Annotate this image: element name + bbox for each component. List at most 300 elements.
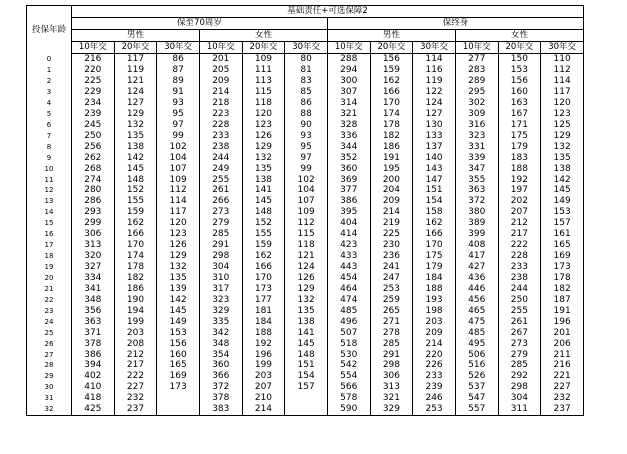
premium-cell: 205 bbox=[199, 65, 242, 76]
premium-cell: 104 bbox=[157, 152, 200, 163]
premium-cell: 250 bbox=[72, 130, 115, 141]
premium-cell: 228 bbox=[498, 251, 541, 262]
premium-cell: 433 bbox=[327, 251, 370, 262]
premium-cell: 268 bbox=[72, 163, 115, 174]
premium-cell: 227 bbox=[114, 382, 157, 393]
premium-cell: 314 bbox=[327, 98, 370, 109]
premium-cell: 506 bbox=[455, 349, 498, 360]
premium-cell: 167 bbox=[498, 108, 541, 119]
premium-cell: 171 bbox=[498, 119, 541, 130]
premium-cell: 118 bbox=[242, 98, 285, 109]
age-cell: 19 bbox=[27, 262, 72, 273]
premium-cell: 191 bbox=[370, 152, 413, 163]
premium-cell: 262 bbox=[72, 152, 115, 163]
premium-cell: 220 bbox=[72, 65, 115, 76]
term-header: 20年交 bbox=[370, 41, 413, 53]
premium-cell: 410 bbox=[72, 382, 115, 393]
premium-cell: 122 bbox=[413, 87, 456, 98]
premium-cell: 120 bbox=[242, 108, 285, 119]
age-cell: 18 bbox=[27, 251, 72, 262]
premium-cell: 132 bbox=[285, 294, 328, 305]
premium-cell: 279 bbox=[498, 349, 541, 360]
premium-cell: 162 bbox=[413, 218, 456, 229]
premium-cell: 222 bbox=[114, 371, 157, 382]
premium-cell: 149 bbox=[157, 316, 200, 327]
premium-cell: 399 bbox=[455, 229, 498, 240]
premium-cell: 130 bbox=[413, 119, 456, 130]
premium-cell: 255 bbox=[199, 174, 242, 185]
premium-cell: 160 bbox=[498, 87, 541, 98]
premium-cell: 321 bbox=[370, 393, 413, 404]
premium-cell: 121 bbox=[114, 76, 157, 87]
premium-cell: 89 bbox=[157, 76, 200, 87]
premium-cell: 87 bbox=[157, 65, 200, 76]
premium-cell: 227 bbox=[541, 382, 584, 393]
age-cell: 16 bbox=[27, 229, 72, 240]
age-cell: 11 bbox=[27, 174, 72, 185]
premium-cell: 249 bbox=[199, 163, 242, 174]
premium-cell: 244 bbox=[498, 283, 541, 294]
table-row bbox=[27, 382, 584, 393]
premium-cell: 129 bbox=[541, 130, 584, 141]
premium-cell: 203 bbox=[114, 327, 157, 338]
premium-cell: 232 bbox=[114, 393, 157, 404]
premium-cell: 154 bbox=[413, 196, 456, 207]
premium-cell: 342 bbox=[199, 327, 242, 338]
table-row bbox=[27, 65, 584, 76]
premium-cell: 202 bbox=[498, 196, 541, 207]
age-cell: 20 bbox=[27, 273, 72, 284]
premium-cell: 372 bbox=[455, 196, 498, 207]
premium-cell: 474 bbox=[327, 294, 370, 305]
premium-cell: 233 bbox=[498, 262, 541, 273]
term-header: 30年交 bbox=[157, 41, 200, 53]
rate-table-body bbox=[27, 6, 584, 416]
premium-cell: 188 bbox=[242, 327, 285, 338]
gender-header-male: 男性 bbox=[72, 29, 200, 41]
premium-cell: 154 bbox=[285, 371, 328, 382]
premium-cell: 341 bbox=[72, 283, 115, 294]
premium-cell: 132 bbox=[157, 262, 200, 273]
premium-cell: 99 bbox=[285, 163, 328, 174]
age-cell: 23 bbox=[27, 305, 72, 316]
premium-cell: 181 bbox=[242, 305, 285, 316]
premium-cell: 109 bbox=[157, 174, 200, 185]
premium-cell: 148 bbox=[242, 207, 285, 218]
premium-cell: 485 bbox=[327, 305, 370, 316]
premium-cell: 518 bbox=[327, 338, 370, 349]
premium-cell: 495 bbox=[455, 338, 498, 349]
table-row bbox=[27, 87, 584, 98]
age-cell: 4 bbox=[27, 98, 72, 109]
premium-cell: 135 bbox=[242, 163, 285, 174]
premium-cell: 336 bbox=[327, 130, 370, 141]
premium-cell: 285 bbox=[498, 360, 541, 371]
premium-cell: 145 bbox=[157, 305, 200, 316]
age-cell: 3 bbox=[27, 87, 72, 98]
premium-cell: 291 bbox=[199, 240, 242, 251]
premium-cell: 117 bbox=[114, 53, 157, 64]
table-row bbox=[27, 404, 584, 415]
premium-cell: 316 bbox=[455, 119, 498, 130]
premium-cell: 145 bbox=[541, 185, 584, 196]
premium-cell: 237 bbox=[541, 404, 584, 415]
premium-cell: 156 bbox=[498, 76, 541, 87]
premium-cell: 299 bbox=[72, 218, 115, 229]
term-header: 10年交 bbox=[72, 41, 115, 53]
premium-cell: 173 bbox=[157, 382, 200, 393]
premium-cell: 179 bbox=[498, 141, 541, 152]
premium-cell: 116 bbox=[413, 65, 456, 76]
premium-cell: 132 bbox=[114, 119, 157, 130]
premium-cell: 219 bbox=[370, 218, 413, 229]
premium-cell: 206 bbox=[541, 338, 584, 349]
premium-cell: 217 bbox=[114, 360, 157, 371]
premium-cell: 132 bbox=[242, 152, 285, 163]
premium-cell: 174 bbox=[114, 251, 157, 262]
premium-cell: 163 bbox=[498, 98, 541, 109]
premium-cell: 371 bbox=[72, 327, 115, 338]
plan-header-to-70: 保至70周岁 bbox=[72, 17, 328, 29]
premium-cell: 190 bbox=[114, 294, 157, 305]
premium-cell: 334 bbox=[72, 273, 115, 284]
premium-cell: 109 bbox=[285, 207, 328, 218]
premium-cell: 295 bbox=[455, 87, 498, 98]
premium-cell: 237 bbox=[114, 404, 157, 415]
premium-cell: 117 bbox=[541, 87, 584, 98]
premium-cell: 142 bbox=[114, 152, 157, 163]
premium-cell: 159 bbox=[370, 65, 413, 76]
table-row bbox=[27, 174, 584, 185]
premium-cell: 141 bbox=[242, 185, 285, 196]
premium-cell: 306 bbox=[72, 229, 115, 240]
premium-cell: 129 bbox=[157, 251, 200, 262]
premium-cell: 380 bbox=[455, 207, 498, 218]
premium-cell: 177 bbox=[242, 294, 285, 305]
premium-cell: 113 bbox=[242, 76, 285, 87]
premium-cell: 485 bbox=[455, 327, 498, 338]
table-row bbox=[27, 196, 584, 207]
premium-cell: 547 bbox=[455, 393, 498, 404]
gender-header-female: 女性 bbox=[455, 29, 583, 41]
premium-cell bbox=[157, 393, 200, 404]
table-row bbox=[27, 163, 584, 174]
premium-cell: 170 bbox=[370, 98, 413, 109]
table-row bbox=[27, 98, 584, 109]
table-row bbox=[27, 218, 584, 229]
premium-cell: 417 bbox=[455, 251, 498, 262]
premium-cell: 93 bbox=[157, 98, 200, 109]
premium-cell: 320 bbox=[72, 251, 115, 262]
premium-cell: 292 bbox=[498, 371, 541, 382]
premium-cell: 166 bbox=[242, 262, 285, 273]
premium-cell: 557 bbox=[455, 404, 498, 415]
premium-cell: 233 bbox=[413, 371, 456, 382]
premium-cell: 138 bbox=[114, 141, 157, 152]
premium-cell: 170 bbox=[114, 240, 157, 251]
premium-cell: 259 bbox=[370, 294, 413, 305]
premium-cell: 317 bbox=[199, 283, 242, 294]
table-title: 基础责任+可选保障2 bbox=[72, 6, 584, 18]
premium-cell: 114 bbox=[541, 76, 584, 87]
premium-cell: 247 bbox=[370, 273, 413, 284]
premium-cell: 256 bbox=[72, 141, 115, 152]
premium-cell: 170 bbox=[413, 240, 456, 251]
premium-cell: 170 bbox=[242, 273, 285, 284]
table-row bbox=[27, 327, 584, 338]
premium-cell: 138 bbox=[541, 163, 584, 174]
premium-cell: 363 bbox=[72, 316, 115, 327]
premium-cell: 590 bbox=[327, 404, 370, 415]
premium-cell: 277 bbox=[455, 53, 498, 64]
premium-cell: 102 bbox=[157, 141, 200, 152]
premium-cell: 160 bbox=[157, 349, 200, 360]
premium-cell: 151 bbox=[285, 360, 328, 371]
premium-cell: 166 bbox=[413, 229, 456, 240]
premium-cell: 241 bbox=[370, 262, 413, 273]
premium-cell: 321 bbox=[327, 108, 370, 119]
premium-cell: 152 bbox=[114, 185, 157, 196]
premium-cell: 110 bbox=[541, 53, 584, 64]
premium-cell: 443 bbox=[327, 262, 370, 273]
premium-cell: 157 bbox=[285, 382, 328, 393]
premium-cell: 140 bbox=[413, 152, 456, 163]
premium-cell: 273 bbox=[498, 338, 541, 349]
premium-cell: 159 bbox=[114, 207, 157, 218]
premium-rate-table bbox=[26, 5, 584, 416]
premium-cell: 348 bbox=[72, 294, 115, 305]
premium-cell: 339 bbox=[455, 152, 498, 163]
premium-cell: 232 bbox=[541, 393, 584, 404]
premium-cell: 246 bbox=[413, 393, 456, 404]
premium-cell: 302 bbox=[455, 98, 498, 109]
premium-cell: 184 bbox=[413, 273, 456, 284]
premium-cell: 293 bbox=[72, 207, 115, 218]
premium-cell: 153 bbox=[157, 327, 200, 338]
gender-header-female: 女性 bbox=[199, 29, 327, 41]
age-cell: 27 bbox=[27, 349, 72, 360]
premium-cell: 111 bbox=[242, 65, 285, 76]
premium-cell: 199 bbox=[114, 316, 157, 327]
premium-cell: 356 bbox=[72, 305, 115, 316]
table-row bbox=[27, 130, 584, 141]
premium-cell: 394 bbox=[72, 360, 115, 371]
table-row bbox=[27, 185, 584, 196]
premium-cell: 222 bbox=[498, 240, 541, 251]
premium-cell: 214 bbox=[242, 404, 285, 415]
premium-cell: 107 bbox=[157, 163, 200, 174]
table-row bbox=[27, 141, 584, 152]
premium-cell: 348 bbox=[199, 338, 242, 349]
premium-cell: 280 bbox=[72, 185, 115, 196]
premium-cell: 253 bbox=[370, 283, 413, 294]
premium-cell: 310 bbox=[199, 273, 242, 284]
premium-cell: 496 bbox=[327, 316, 370, 327]
table-row bbox=[27, 371, 584, 382]
premium-cell: 408 bbox=[455, 240, 498, 251]
term-header: 10年交 bbox=[327, 41, 370, 53]
premium-cell: 298 bbox=[498, 382, 541, 393]
premium-cell: 117 bbox=[157, 207, 200, 218]
premium-cell: 112 bbox=[285, 218, 328, 229]
premium-cell: 203 bbox=[413, 316, 456, 327]
premium-cell: 211 bbox=[541, 349, 584, 360]
premium-cell: 423 bbox=[327, 240, 370, 251]
term-header: 20年交 bbox=[498, 41, 541, 53]
premium-cell: 191 bbox=[541, 305, 584, 316]
premium-cell: 395 bbox=[327, 207, 370, 218]
premium-cell: 80 bbox=[285, 53, 328, 64]
premium-cell: 244 bbox=[199, 152, 242, 163]
premium-cell: 115 bbox=[285, 229, 328, 240]
plan-header-whole-life: 保终身 bbox=[327, 17, 583, 29]
premium-cell: 261 bbox=[199, 185, 242, 196]
age-cell: 6 bbox=[27, 119, 72, 130]
premium-cell: 197 bbox=[498, 185, 541, 196]
table-row bbox=[27, 240, 584, 251]
table-row bbox=[27, 273, 584, 284]
term-header: 30年交 bbox=[413, 41, 456, 53]
premium-cell: 267 bbox=[498, 327, 541, 338]
premium-cell: 156 bbox=[157, 338, 200, 349]
premium-cell: 173 bbox=[541, 262, 584, 273]
premium-cell: 198 bbox=[413, 305, 456, 316]
premium-cell: 102 bbox=[285, 174, 328, 185]
premium-cell: 300 bbox=[327, 76, 370, 87]
table-row bbox=[27, 152, 584, 163]
premium-cell: 526 bbox=[455, 371, 498, 382]
premium-cell: 193 bbox=[413, 294, 456, 305]
premium-cell: 124 bbox=[285, 262, 328, 273]
premium-cell: 182 bbox=[370, 130, 413, 141]
premium-cell: 186 bbox=[114, 283, 157, 294]
premium-cell: 288 bbox=[327, 53, 370, 64]
premium-cell: 323 bbox=[199, 294, 242, 305]
premium-cell: 229 bbox=[72, 87, 115, 98]
premium-cell: 129 bbox=[242, 141, 285, 152]
premium-cell: 179 bbox=[413, 262, 456, 273]
premium-cell: 554 bbox=[327, 371, 370, 382]
premium-cell: 150 bbox=[498, 53, 541, 64]
table-row bbox=[27, 316, 584, 327]
premium-cell: 148 bbox=[114, 174, 157, 185]
premium-cell: 328 bbox=[327, 119, 370, 130]
premium-cell: 335 bbox=[199, 316, 242, 327]
table-row bbox=[27, 393, 584, 404]
gender-header-male: 男性 bbox=[327, 29, 455, 41]
premium-cell: 313 bbox=[72, 240, 115, 251]
age-cell: 32 bbox=[27, 404, 72, 415]
premium-cell: 126 bbox=[285, 273, 328, 284]
premium-cell: 85 bbox=[285, 87, 328, 98]
premium-cell: 200 bbox=[370, 174, 413, 185]
premium-cell: 124 bbox=[114, 87, 157, 98]
premium-cell: 178 bbox=[370, 119, 413, 130]
premium-cell: 238 bbox=[498, 273, 541, 284]
premium-cell: 327 bbox=[72, 262, 115, 273]
premium-cell: 378 bbox=[72, 338, 115, 349]
premium-cell: 119 bbox=[114, 65, 157, 76]
premium-cell: 209 bbox=[370, 196, 413, 207]
premium-cell: 507 bbox=[327, 327, 370, 338]
premium-cell: 107 bbox=[285, 196, 328, 207]
premium-cell: 389 bbox=[455, 218, 498, 229]
table-row bbox=[27, 294, 584, 305]
premium-cell: 212 bbox=[498, 218, 541, 229]
premium-cell: 289 bbox=[455, 76, 498, 87]
premium-cell: 97 bbox=[157, 119, 200, 130]
age-cell: 8 bbox=[27, 141, 72, 152]
premium-cell: 104 bbox=[285, 185, 328, 196]
premium-cell: 427 bbox=[455, 262, 498, 273]
premium-cell: 245 bbox=[72, 119, 115, 130]
premium-cell: 142 bbox=[157, 294, 200, 305]
premium-cell: 93 bbox=[285, 130, 328, 141]
premium-cell: 156 bbox=[370, 53, 413, 64]
age-cell: 2 bbox=[27, 76, 72, 87]
premium-cell: 207 bbox=[242, 382, 285, 393]
premium-cell: 141 bbox=[285, 327, 328, 338]
premium-cell: 155 bbox=[114, 196, 157, 207]
age-cell: 31 bbox=[27, 393, 72, 404]
premium-cell: 465 bbox=[455, 305, 498, 316]
premium-cell: 129 bbox=[285, 283, 328, 294]
age-cell: 5 bbox=[27, 108, 72, 119]
premium-cell: 271 bbox=[370, 316, 413, 327]
premium-cell: 304 bbox=[498, 393, 541, 404]
premium-cell: 88 bbox=[285, 108, 328, 119]
premium-cell: 279 bbox=[199, 218, 242, 229]
header-row-gender bbox=[27, 29, 584, 41]
premium-cell: 153 bbox=[541, 207, 584, 218]
premium-cell: 214 bbox=[199, 87, 242, 98]
premium-cell: 286 bbox=[72, 196, 115, 207]
premium-cell: 253 bbox=[413, 404, 456, 415]
premium-cell: 221 bbox=[541, 371, 584, 382]
premium-cell: 274 bbox=[72, 174, 115, 185]
premium-cell: 135 bbox=[541, 152, 584, 163]
premium-cell: 226 bbox=[413, 360, 456, 371]
premium-cell: 135 bbox=[157, 273, 200, 284]
premium-cell: 209 bbox=[199, 76, 242, 87]
premium-cell: 214 bbox=[370, 207, 413, 218]
premium-cell: 174 bbox=[370, 108, 413, 119]
age-cell: 0 bbox=[27, 53, 72, 64]
premium-cell: 188 bbox=[498, 163, 541, 174]
premium-cell: 123 bbox=[541, 108, 584, 119]
premium-cell: 145 bbox=[114, 163, 157, 174]
premium-cell: 331 bbox=[455, 141, 498, 152]
table-row bbox=[27, 360, 584, 371]
header-row-term bbox=[27, 41, 584, 53]
premium-cell: 196 bbox=[541, 316, 584, 327]
premium-cell: 204 bbox=[370, 185, 413, 196]
premium-cell: 360 bbox=[327, 163, 370, 174]
premium-cell: 178 bbox=[541, 273, 584, 284]
premium-cell: 165 bbox=[541, 240, 584, 251]
premium-cell: 230 bbox=[370, 240, 413, 251]
table-row bbox=[27, 349, 584, 360]
premium-cell: 162 bbox=[242, 251, 285, 262]
table-row bbox=[27, 251, 584, 262]
premium-cell: 173 bbox=[242, 283, 285, 294]
premium-cell: 372 bbox=[199, 382, 242, 393]
premium-cell: 148 bbox=[285, 349, 328, 360]
premium-cell: 217 bbox=[498, 229, 541, 240]
premium-cell: 255 bbox=[498, 305, 541, 316]
age-cell: 26 bbox=[27, 338, 72, 349]
premium-cell: 225 bbox=[72, 76, 115, 87]
